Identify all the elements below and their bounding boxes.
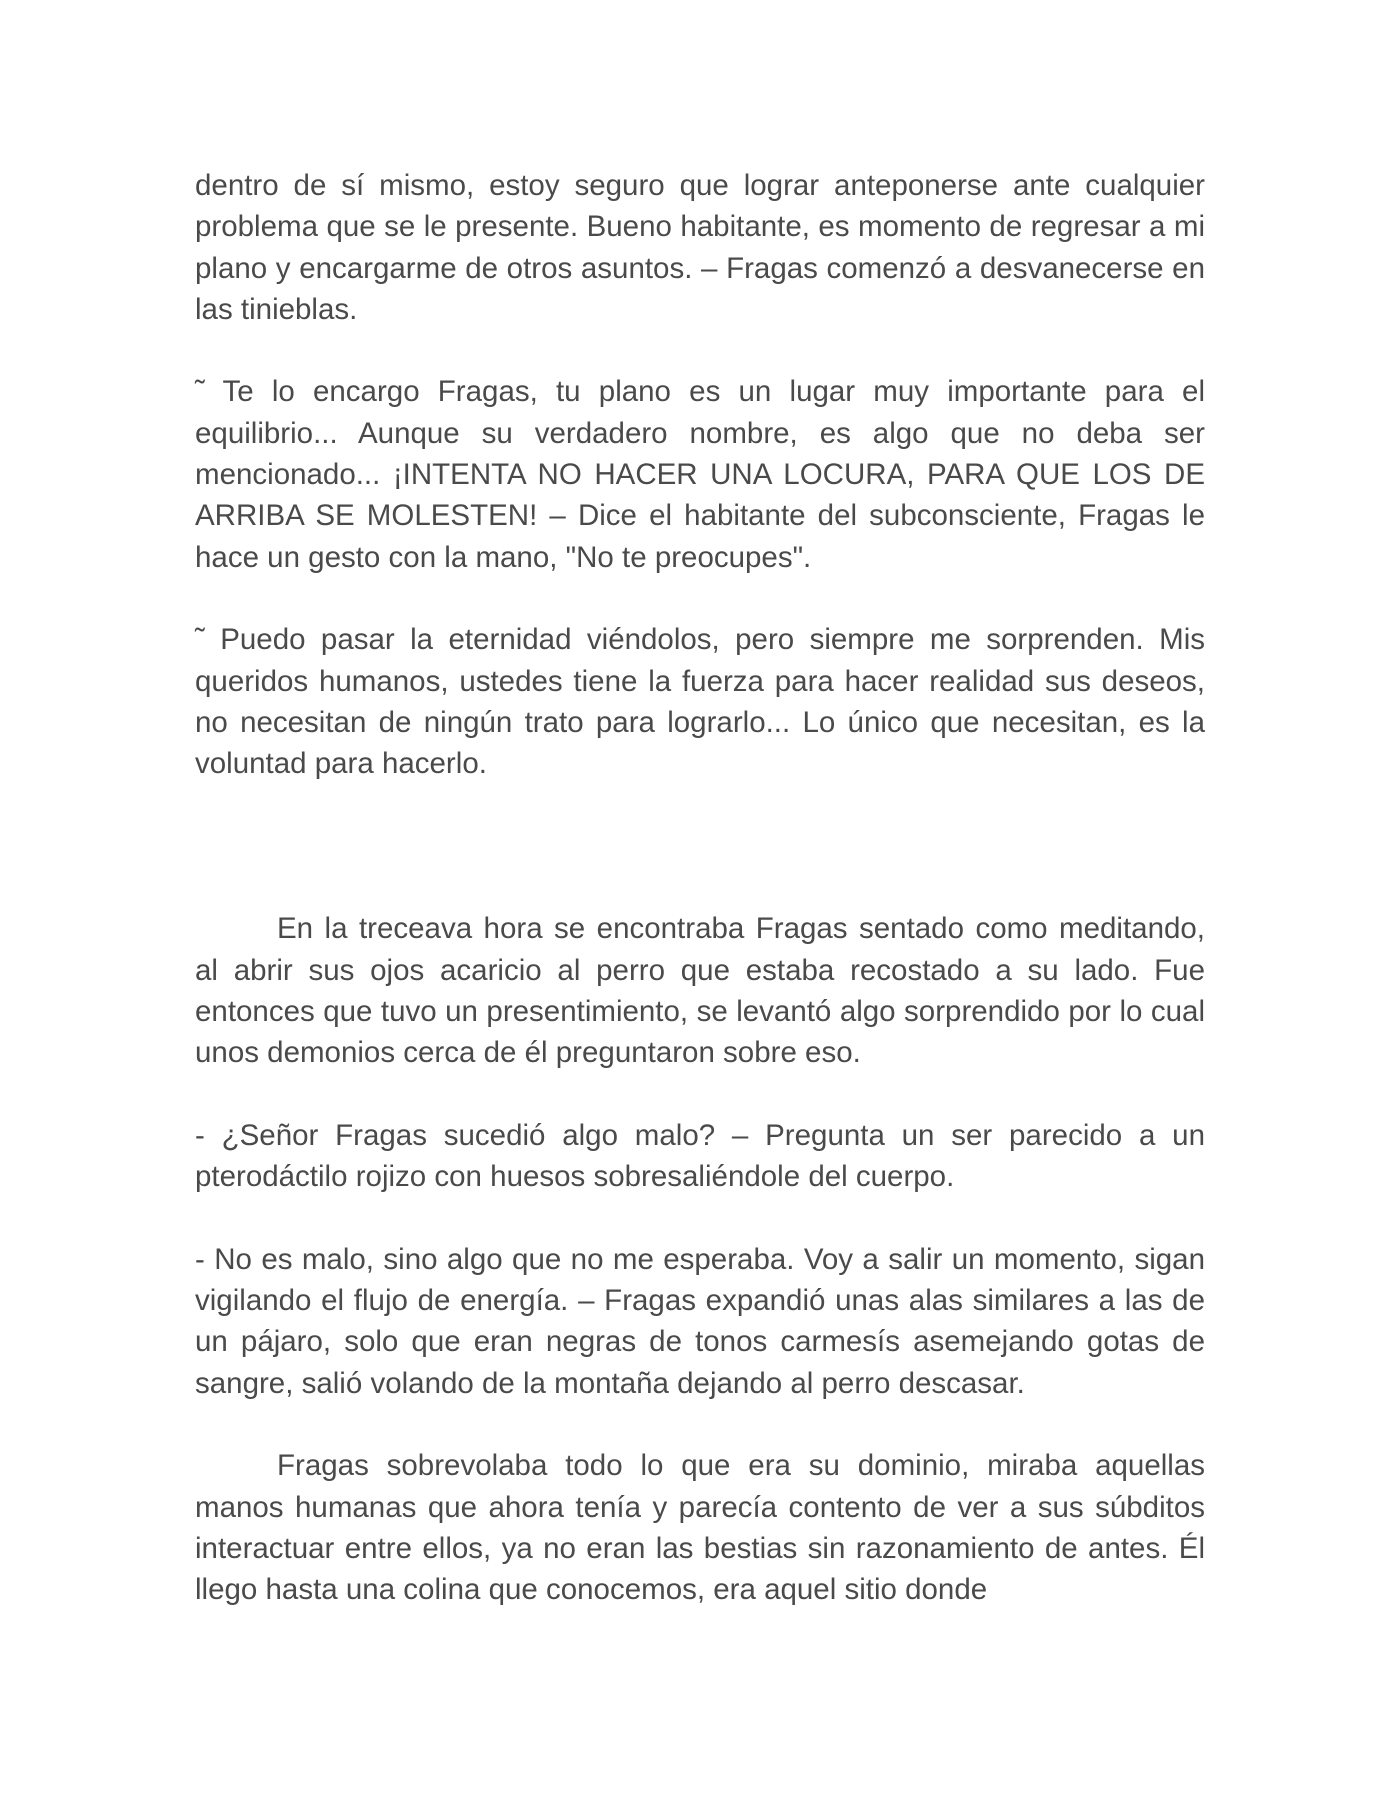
paragraph-dialogue-question: - ¿Señor Fragas sucedió algo malo? – Pregunta un ser parecido a un pterodáctilo rojizo con huesos sobresaliéndole del cuerpo. <box>195 1118 1205 1194</box>
paragraph-fragas-departs: dentro de sí mismo, estoy seguro que lograr anteponerse ante cualquier problema que se le presente. Bueno habitante, es momento de regresar a mi plano y encargarme de otros asuntos. – Fragas comenzó a desvanecerse en las tinieblas. <box>195 169 1205 326</box>
paragraph-thirteenth-hour: En la treceava hora se encontraba Fragas sentado como meditando, al abrir sus ojos acaricio al perro que estaba recostado a su lado. Fue entonces que tuvo un presentimiento, se levantó algo sorprendido por lo cual unos demonios cerca de él preguntaron sobre eso. <box>195 912 1205 1070</box>
paragraph-dialogue-answer: - No es malo, sino algo que no me esperaba. Voy a salir un momento, sigan vigilando el flujo de energía. – Fragas expandió unas alas similares a las de un pájaro, solo que eran negras de tonos carmesís asemejando gotas de sangre, salió volando de la montaña dejando al perro descasar. <box>195 1242 1205 1400</box>
section-break <box>195 826 1205 909</box>
paragraph-eternity: ˜ Puedo pasar la eternidad viéndolos, pero siempre me sorprenden. Mis queridos humanos, ustedes tiene la fuerza para hacer realidad sus deseos, no necesitan de ningún trato para lograrlo... Lo único que necesitan, es la voluntad para hacerlo. <box>195 623 1205 781</box>
paragraph-flight: Fragas sobrevolaba todo lo que era su dominio, miraba aquellas manos humanas que ahora tenía y parecía contento de ver a sus súbditos interactuar entre ellos, ya no eran las bestias sin razonamiento de antes. Él llego hasta una colina que conocemos, era aquel sitio donde <box>195 1449 1205 1607</box>
paragraph-inhabitant-reply: ˜ Te lo encargo Fragas, tu plano es un lugar muy importante para el equilibrio... Aunque su verdadero nombre, es algo que no deba ser mencionado... ¡INTENTA NO HACER UNA LOCURA, PARA QUE LOS DE ARRIBA SE MOLESTEN! – Dice el habitante del subconsciente, Fragas le hace un gesto con la mano, "No te preocupes". <box>195 375 1205 574</box>
document-page <box>195 165 1205 1652</box>
